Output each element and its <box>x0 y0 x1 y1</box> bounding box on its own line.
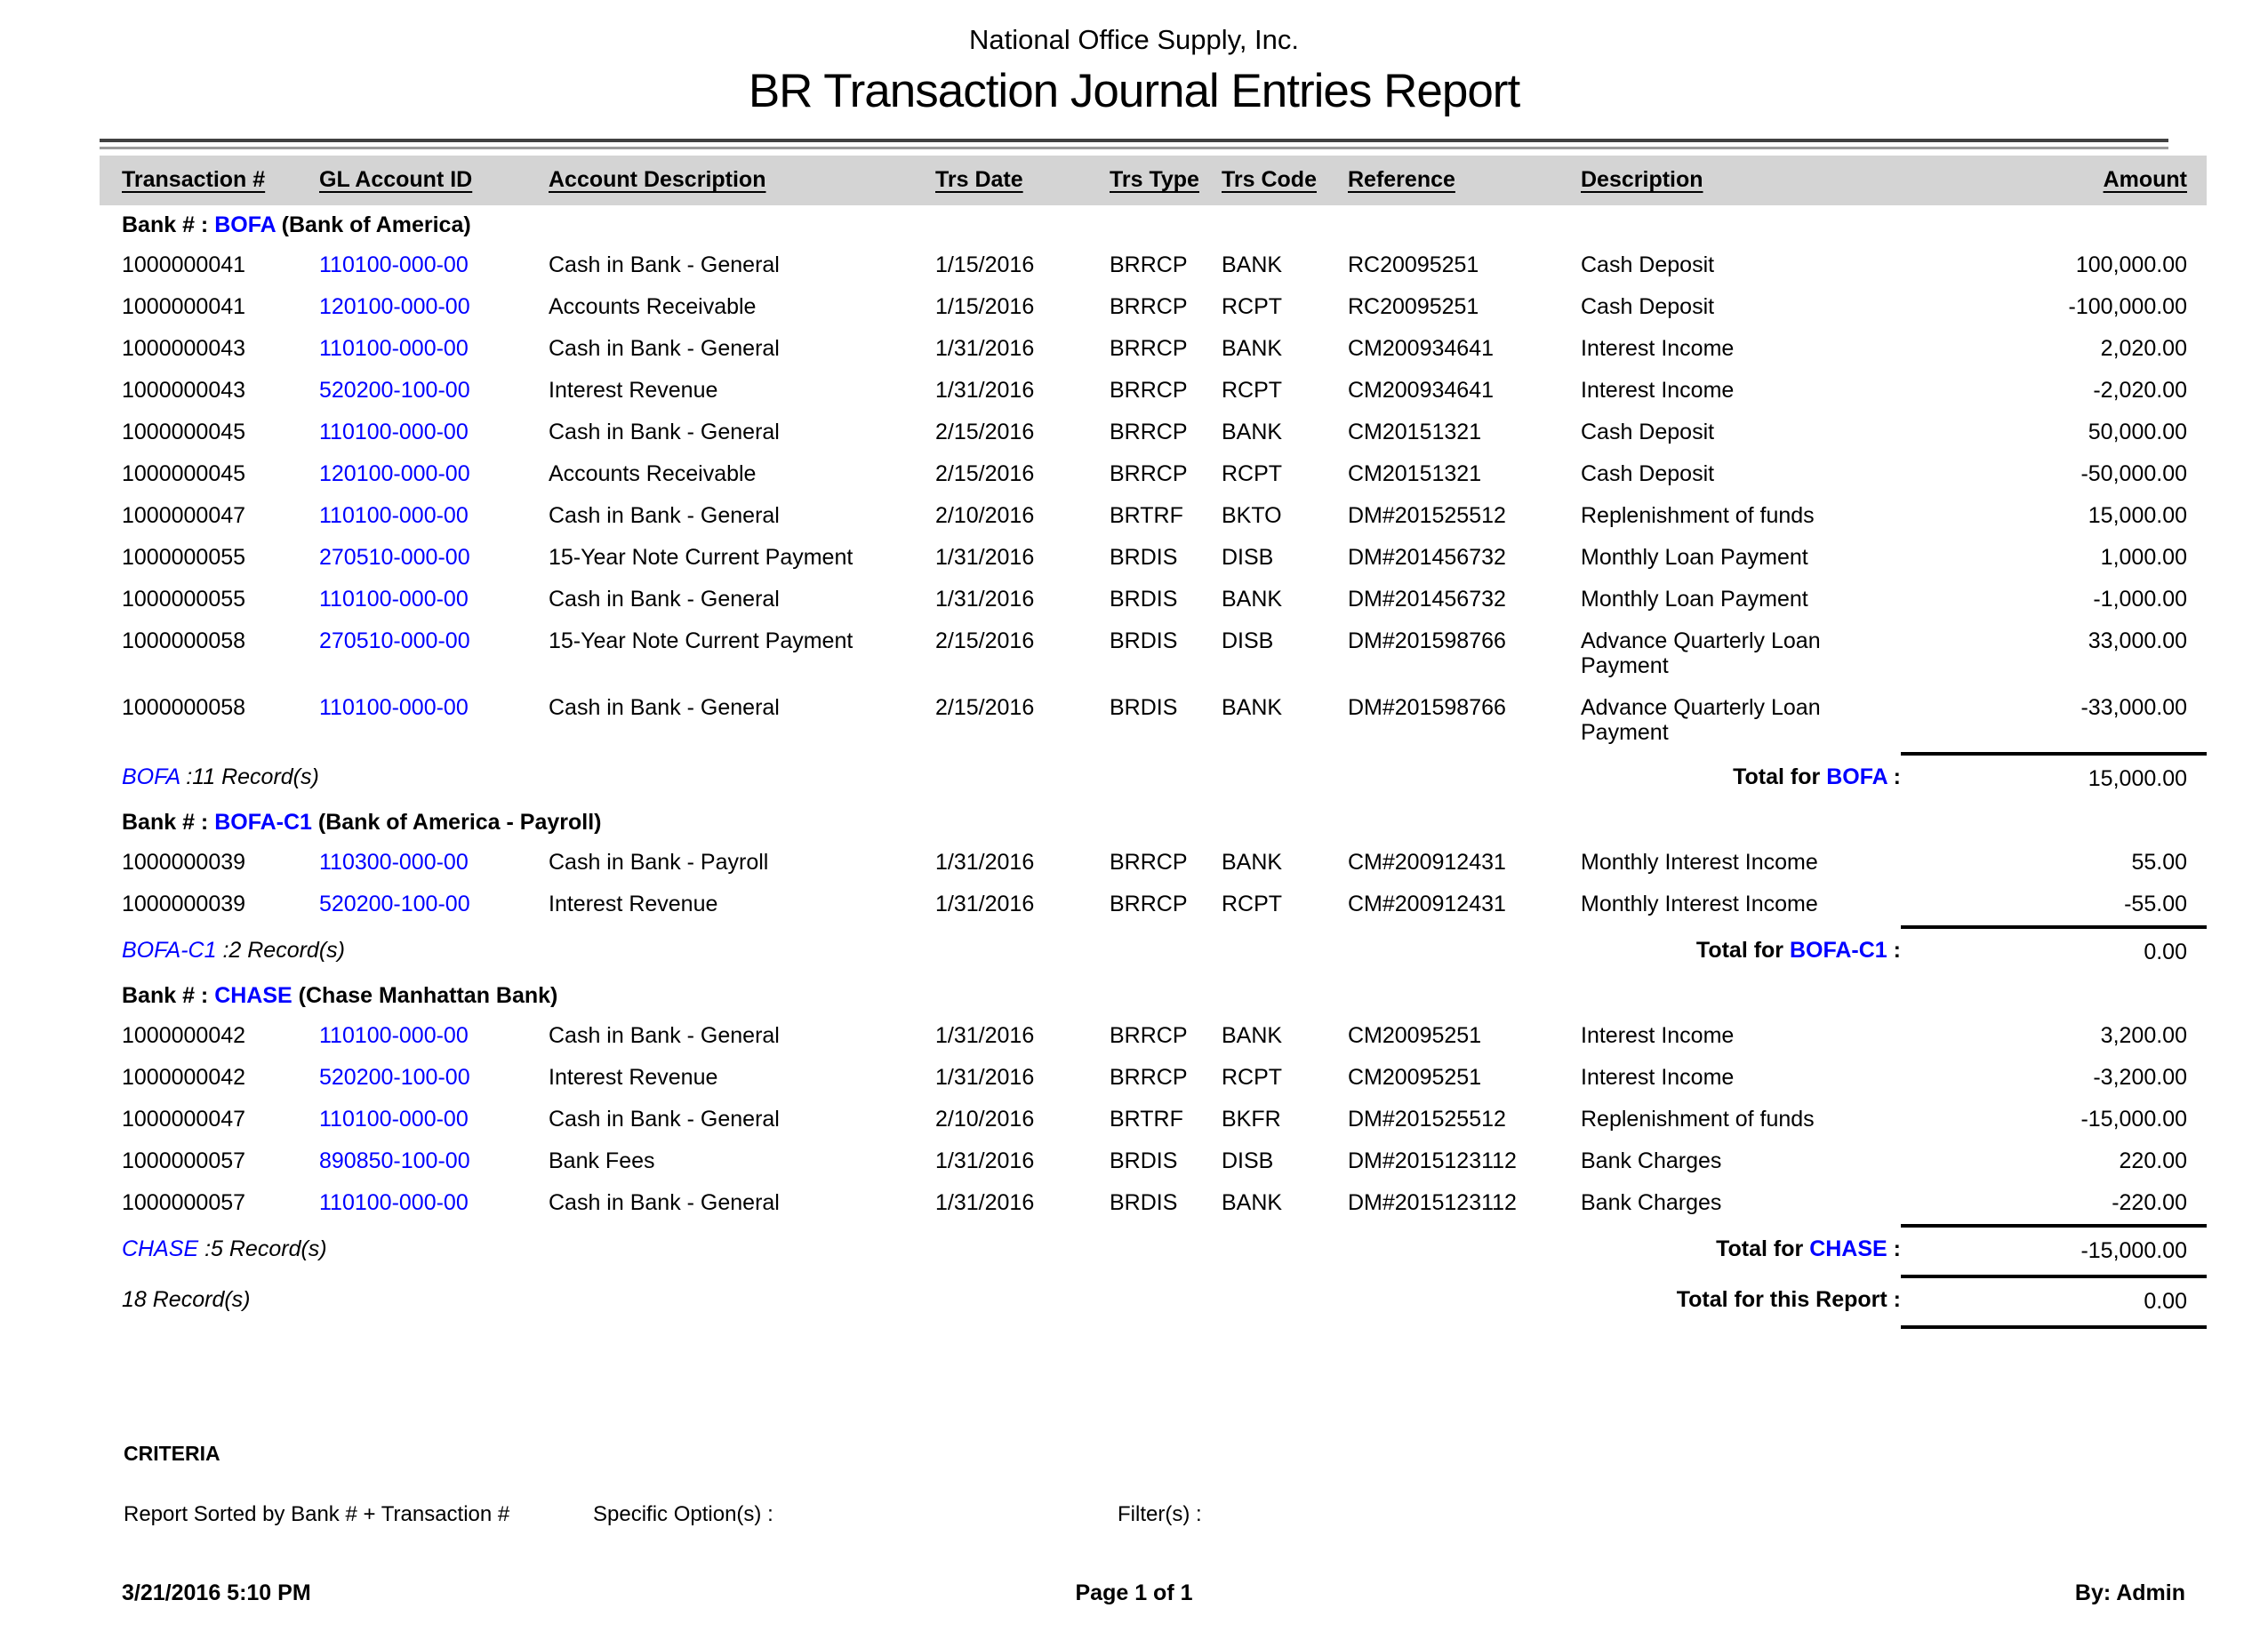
cell-transaction: 1000000041 <box>122 252 246 277</box>
cell-account-description: Interest Revenue <box>549 892 718 916</box>
cell-trs-code: BANK <box>1222 252 1283 277</box>
table-row <box>100 579 2207 620</box>
cell-gl-account[interactable]: 120100-000-00 <box>319 461 470 486</box>
table-row <box>100 412 2207 453</box>
cell-gl-account[interactable]: 110100-000-00 <box>319 1023 469 1048</box>
col-header-trs-code: Trs Code <box>1222 156 1348 205</box>
cell-trs-code: RCPT <box>1222 1065 1283 1090</box>
table-row <box>100 1140 2207 1182</box>
report-total-amount: 0.00 <box>1901 1276 2207 1327</box>
table-row <box>100 842 2207 884</box>
cell-trs-code: RCPT <box>1222 294 1283 319</box>
col-header-account-description: Account Description <box>549 156 935 205</box>
cell-trs-code: DISB <box>1222 628 1274 653</box>
cell-trs-date: 1/31/2016 <box>935 850 1035 875</box>
cell-reference: DM#201525512 <box>1348 1107 1506 1132</box>
cell-transaction: 1000000058 <box>122 628 246 653</box>
cell-amount: 220.00 <box>2119 1148 2187 1173</box>
cell-transaction: 1000000039 <box>122 892 246 916</box>
cell-amount: 33,000.00 <box>2088 628 2187 653</box>
cell-description: Interest Income <box>1581 378 1735 403</box>
cell-trs-type: BRRCP <box>1110 1023 1188 1048</box>
cell-gl-account[interactable]: 270510-000-00 <box>319 628 470 653</box>
cell-account-description: Cash in Bank - General <box>549 252 780 277</box>
total-bank-code[interactable]: CHASE <box>1809 1236 1887 1261</box>
footer-generated-by: By: Admin <box>2074 1580 2185 1605</box>
cell-gl-account[interactable]: 110100-000-00 <box>319 336 469 361</box>
total-colon: : <box>1887 1236 1901 1261</box>
table-row <box>100 453 2207 495</box>
report-total-row <box>100 1276 2207 1327</box>
cell-trs-code: BANK <box>1222 1023 1283 1048</box>
total-bank-code[interactable]: BOFA <box>1826 764 1887 789</box>
cell-reference: CM20095251 <box>1348 1023 1482 1048</box>
cell-description: Interest Income <box>1581 1023 1735 1048</box>
cell-reference: DM#2015123112 <box>1348 1190 1517 1215</box>
cell-trs-code: BANK <box>1222 1190 1283 1215</box>
cell-trs-date: 1/31/2016 <box>935 1065 1035 1090</box>
cell-reference: DM#201456732 <box>1348 545 1506 570</box>
cell-amount: -15,000.00 <box>2080 1107 2187 1132</box>
cell-amount: -55.00 <box>2124 892 2187 916</box>
col-header-transaction: Transaction # <box>100 156 319 205</box>
record-count-bank-code[interactable]: BOFA <box>122 764 180 789</box>
bank-name: (Chase Manhattan Bank) <box>292 983 558 1008</box>
cell-transaction: 1000000045 <box>122 420 246 444</box>
cell-trs-date: 2/15/2016 <box>935 461 1035 486</box>
cell-trs-code: BANK <box>1222 695 1283 720</box>
cell-transaction: 1000000058 <box>122 695 246 720</box>
cell-trs-date: 1/31/2016 <box>935 1190 1035 1215</box>
cell-amount: -3,200.00 <box>2093 1065 2187 1090</box>
cell-trs-date: 2/15/2016 <box>935 695 1035 720</box>
cell-gl-account[interactable]: 110100-000-00 <box>319 420 469 444</box>
cell-trs-date: 1/31/2016 <box>935 545 1035 570</box>
table-row <box>100 244 2207 286</box>
report-record-count: 18 Record(s) <box>122 1287 251 1312</box>
table-row <box>100 370 2207 412</box>
bank-group-label <box>100 205 2207 244</box>
cell-trs-date: 1/15/2016 <box>935 294 1035 319</box>
bank-number-label: Bank # : <box>122 212 215 237</box>
cell-description: Replenishment of funds <box>1581 1107 1815 1132</box>
cell-gl-account[interactable]: 110100-000-00 <box>319 587 469 612</box>
cell-trs-type: BRRCP <box>1110 378 1188 403</box>
table-row <box>100 286 2207 328</box>
company-name: National Office Supply, Inc. <box>968 24 1300 55</box>
cell-account-description: Cash in Bank - Payroll <box>549 850 769 875</box>
cell-amount: 2,020.00 <box>2100 336 2187 361</box>
cell-amount: -33,000.00 <box>2080 695 2187 720</box>
record-count-bank-code[interactable]: BOFA-C1 <box>122 938 217 963</box>
cell-description: Advance Quarterly Loan Payment <box>1581 695 1821 745</box>
cell-reference: CM20095251 <box>1348 1065 1482 1090</box>
col-header-trs-type: Trs Type <box>1110 156 1222 205</box>
table-row <box>100 328 2207 370</box>
criteria-filters-label: Filter(s) : <box>1118 1502 1202 1526</box>
group-summary-row <box>100 927 2207 976</box>
cell-reference: DM#2015123112 <box>1348 1148 1517 1173</box>
cell-reference: DM#201598766 <box>1348 628 1506 653</box>
cell-amount: 100,000.00 <box>2075 252 2187 277</box>
bank-group-label <box>100 976 2207 1015</box>
cell-transaction: 1000000045 <box>122 461 246 486</box>
table-row <box>100 1182 2207 1226</box>
cell-trs-date: 2/15/2016 <box>935 628 1035 653</box>
cell-trs-code: RCPT <box>1222 892 1283 916</box>
record-count-text: :11 Record(s) <box>180 764 319 789</box>
cell-reference: RC20095251 <box>1348 252 1479 277</box>
cell-description: Monthly Interest Income <box>1581 892 1818 916</box>
cell-description: Monthly Loan Payment <box>1581 587 1808 612</box>
bank-group-header-row <box>100 976 2207 1015</box>
page-title: BR Transaction Journal Entries Report <box>748 65 1520 117</box>
header-divider <box>100 139 2168 149</box>
cell-transaction: 1000000057 <box>122 1148 246 1173</box>
cell-gl-account[interactable]: 110100-000-00 <box>319 503 469 528</box>
cell-description: Interest Income <box>1581 336 1735 361</box>
col-header-trs-date: Trs Date <box>935 156 1110 205</box>
cell-trs-code: BANK <box>1222 850 1283 875</box>
cell-trs-date: 1/15/2016 <box>935 252 1035 277</box>
group-total-label <box>1581 927 1901 976</box>
cell-trs-date: 2/10/2016 <box>935 1107 1035 1132</box>
cell-account-description: 15-Year Note Current Payment <box>549 628 854 653</box>
cell-trs-type: BRRCP <box>1110 420 1188 444</box>
cell-trs-date: 2/10/2016 <box>935 503 1035 528</box>
table-row <box>100 1099 2207 1140</box>
cell-account-description: 15-Year Note Current Payment <box>549 545 854 570</box>
bank-code-link[interactable]: CHASE <box>214 983 293 1008</box>
cell-amount: 1,000.00 <box>2100 545 2187 570</box>
cell-account-description: Cash in Bank - General <box>549 587 780 612</box>
total-colon: : <box>1887 764 1901 789</box>
cell-trs-code: DISB <box>1222 545 1274 570</box>
report-total-label: Total for this Report : <box>1676 1287 1901 1312</box>
cell-account-description: Cash in Bank - General <box>549 336 780 361</box>
cell-trs-date: 1/31/2016 <box>935 1023 1035 1048</box>
cell-reference: CM20151321 <box>1348 420 1482 444</box>
bank-number-label: Bank # : <box>122 983 215 1008</box>
cell-description: Cash Deposit <box>1581 461 1715 486</box>
bank-code-link[interactable]: BOFA <box>214 212 276 237</box>
cell-trs-code: RCPT <box>1222 461 1283 486</box>
cell-trs-type: BRRCP <box>1110 336 1188 361</box>
cell-reference: CM#200912431 <box>1348 892 1506 916</box>
cell-account-description: Cash in Bank - General <box>549 695 780 720</box>
bank-group-label <box>100 803 2207 842</box>
bank-name: (Bank of America - Payroll) <box>311 810 602 835</box>
table-row <box>100 1057 2207 1099</box>
record-count-bank-code[interactable]: CHASE <box>122 1236 199 1261</box>
cell-amount: -100,000.00 <box>2068 294 2187 319</box>
cell-gl-account[interactable]: 110100-000-00 <box>319 252 469 277</box>
table-row <box>100 495 2207 537</box>
divider-line-top <box>100 139 2168 142</box>
divider-line-bottom <box>100 147 2168 149</box>
cell-trs-code: RCPT <box>1222 378 1283 403</box>
bank-code-link[interactable]: BOFA-C1 <box>214 810 312 835</box>
cell-amount: 15,000.00 <box>2088 503 2187 528</box>
column-header-row <box>100 156 2207 205</box>
group-summary-row <box>100 754 2207 803</box>
table-row <box>100 620 2207 687</box>
cell-trs-type: BRDIS <box>1110 587 1178 612</box>
cell-gl-account[interactable]: 520200-100-00 <box>319 892 470 916</box>
cell-trs-code: DISB <box>1222 1148 1274 1173</box>
cell-trs-date: 2/15/2016 <box>935 420 1035 444</box>
cell-trs-type: BRDIS <box>1110 545 1178 570</box>
cell-trs-type: BRRCP <box>1110 294 1188 319</box>
group-total-amount: -15,000.00 <box>1901 1226 2207 1276</box>
total-for-text: Total for <box>1695 938 1790 963</box>
cell-transaction: 1000000042 <box>122 1065 246 1090</box>
cell-trs-code: BKFR <box>1222 1107 1281 1132</box>
col-header-description: Description <box>1581 156 1901 205</box>
cell-trs-type: BRTRF <box>1110 1107 1183 1132</box>
cell-trs-type: BRDIS <box>1110 695 1178 720</box>
cell-trs-date: 1/31/2016 <box>935 336 1035 361</box>
group-record-count <box>100 927 1581 976</box>
cell-description: Cash Deposit <box>1581 294 1715 319</box>
cell-account-description: Bank Fees <box>549 1148 655 1173</box>
cell-account-description: Cash in Bank - General <box>549 1190 780 1215</box>
cell-trs-code: BANK <box>1222 587 1283 612</box>
cell-trs-date: 1/31/2016 <box>935 1148 1035 1173</box>
cell-amount: 3,200.00 <box>2100 1023 2187 1048</box>
report-header <box>0 0 2268 119</box>
cell-amount: 55.00 <box>2131 850 2187 875</box>
cell-transaction: 1000000047 <box>122 503 246 528</box>
cell-trs-type: BRDIS <box>1110 1190 1178 1215</box>
cell-description: Cash Deposit <box>1581 420 1715 444</box>
cell-transaction: 1000000055 <box>122 587 246 612</box>
cell-transaction: 1000000047 <box>122 1107 246 1132</box>
total-colon: : <box>1887 938 1901 963</box>
cell-account-description: Accounts Receivable <box>549 461 757 486</box>
cell-reference: RC20095251 <box>1348 294 1479 319</box>
col-header-amount: Amount <box>1901 156 2207 205</box>
cell-trs-code: BANK <box>1222 336 1283 361</box>
group-record-count <box>100 1226 1581 1276</box>
cell-gl-account[interactable]: 890850-100-00 <box>319 1148 470 1173</box>
cell-description: Replenishment of funds <box>1581 503 1815 528</box>
record-count-text: :5 Record(s) <box>198 1236 327 1261</box>
cell-reference: CM200934641 <box>1348 378 1495 403</box>
table-row <box>100 884 2207 927</box>
cell-transaction: 1000000041 <box>122 294 246 319</box>
group-total-label <box>1581 754 1901 803</box>
cell-reference: DM#201525512 <box>1348 503 1506 528</box>
cell-trs-type: BRRCP <box>1110 1065 1188 1090</box>
cell-transaction: 1000000042 <box>122 1023 246 1048</box>
cell-reference: CM#200912431 <box>1348 850 1506 875</box>
bank-number-label: Bank # : <box>122 810 215 835</box>
cell-transaction: 1000000043 <box>122 336 246 361</box>
record-count-text: :2 Record(s) <box>216 938 345 963</box>
group-summary-row <box>100 1226 2207 1276</box>
cell-account-description: Cash in Bank - General <box>549 1107 780 1132</box>
total-for-text: Total for <box>1716 1236 1810 1261</box>
group-total-amount: 15,000.00 <box>1901 754 2207 803</box>
col-header-reference: Reference <box>1348 156 1581 205</box>
cell-transaction: 1000000057 <box>122 1190 246 1215</box>
cell-transaction: 1000000055 <box>122 545 246 570</box>
cell-description: Cash Deposit <box>1581 252 1715 277</box>
group-total-amount: 0.00 <box>1901 927 2207 976</box>
journal-entries-table <box>100 156 2207 1329</box>
criteria-heading: CRITERIA <box>124 1442 220 1465</box>
cell-amount: -2,020.00 <box>2093 378 2187 403</box>
cell-account-description: Cash in Bank - General <box>549 420 780 444</box>
total-for-text: Total for <box>1733 764 1827 789</box>
cell-amount: -50,000.00 <box>2080 461 2187 486</box>
criteria-specific-options-label: Specific Option(s) : <box>593 1502 773 1526</box>
criteria-sorted-by: Report Sorted by Bank # + Transaction # <box>124 1502 510 1526</box>
cell-trs-date: 1/31/2016 <box>935 892 1035 916</box>
cell-description: Interest Income <box>1581 1065 1735 1090</box>
cell-account-description: Accounts Receivable <box>549 294 757 319</box>
cell-trs-type: BRRCP <box>1110 461 1188 486</box>
cell-account-description: Cash in Bank - General <box>549 1023 780 1048</box>
cell-trs-type: BRDIS <box>1110 1148 1178 1173</box>
cell-reference: CM200934641 <box>1348 336 1495 361</box>
cell-gl-account[interactable]: 520200-100-00 <box>319 1065 470 1090</box>
cell-description: Bank Charges <box>1581 1190 1722 1215</box>
cell-description: Monthly Interest Income <box>1581 850 1818 875</box>
cell-trs-date: 1/31/2016 <box>935 587 1035 612</box>
table-row <box>100 687 2207 754</box>
cell-gl-account[interactable]: 270510-000-00 <box>319 545 470 570</box>
cell-trs-type: BRRCP <box>1110 850 1188 875</box>
cell-account-description: Cash in Bank - General <box>549 503 780 528</box>
cell-gl-account[interactable]: 520200-100-00 <box>319 378 470 403</box>
footer-page-number: Page 1 of 1 <box>1075 1580 1193 1605</box>
bank-group-header-row <box>100 205 2207 244</box>
group-total-label <box>1581 1226 1901 1276</box>
group-record-count <box>100 754 1581 803</box>
cell-trs-type: BRDIS <box>1110 628 1178 653</box>
cell-gl-account[interactable]: 110100-000-00 <box>319 1190 469 1215</box>
cell-trs-date: 1/31/2016 <box>935 378 1035 403</box>
cell-gl-account[interactable]: 120100-000-00 <box>319 294 470 319</box>
cell-transaction: 1000000043 <box>122 378 246 403</box>
cell-trs-code: BANK <box>1222 420 1283 444</box>
cell-gl-account[interactable]: 110300-000-00 <box>319 850 469 875</box>
bank-name: (Bank of America) <box>275 212 471 237</box>
cell-reference: CM20151321 <box>1348 461 1482 486</box>
col-header-gl-account: GL Account ID <box>319 156 549 205</box>
cell-reference: DM#201456732 <box>1348 587 1506 612</box>
cell-gl-account[interactable]: 110100-000-00 <box>319 695 469 720</box>
cell-description: Advance Quarterly Loan Payment <box>1581 628 1821 678</box>
cell-amount: 50,000.00 <box>2088 420 2187 444</box>
cell-amount: -1,000.00 <box>2093 587 2187 612</box>
footer-datetime: 3/21/2016 5:10 PM <box>122 1580 311 1605</box>
total-bank-code[interactable]: BOFA-C1 <box>1789 938 1887 963</box>
cell-account-description: Interest Revenue <box>549 378 718 403</box>
table-row <box>100 1015 2207 1057</box>
cell-reference: DM#201598766 <box>1348 695 1506 720</box>
cell-amount: -220.00 <box>2112 1190 2187 1215</box>
cell-trs-type: BRTRF <box>1110 503 1183 528</box>
cell-transaction: 1000000039 <box>122 850 246 875</box>
cell-account-description: Interest Revenue <box>549 1065 718 1090</box>
cell-trs-type: BRRCP <box>1110 252 1188 277</box>
cell-description: Monthly Loan Payment <box>1581 545 1808 570</box>
cell-description: Bank Charges <box>1581 1148 1722 1173</box>
cell-trs-code: BKTO <box>1222 503 1282 528</box>
bank-group-header-row <box>100 803 2207 842</box>
cell-gl-account[interactable]: 110100-000-00 <box>319 1107 469 1132</box>
cell-trs-type: BRRCP <box>1110 892 1188 916</box>
table-row <box>100 537 2207 579</box>
